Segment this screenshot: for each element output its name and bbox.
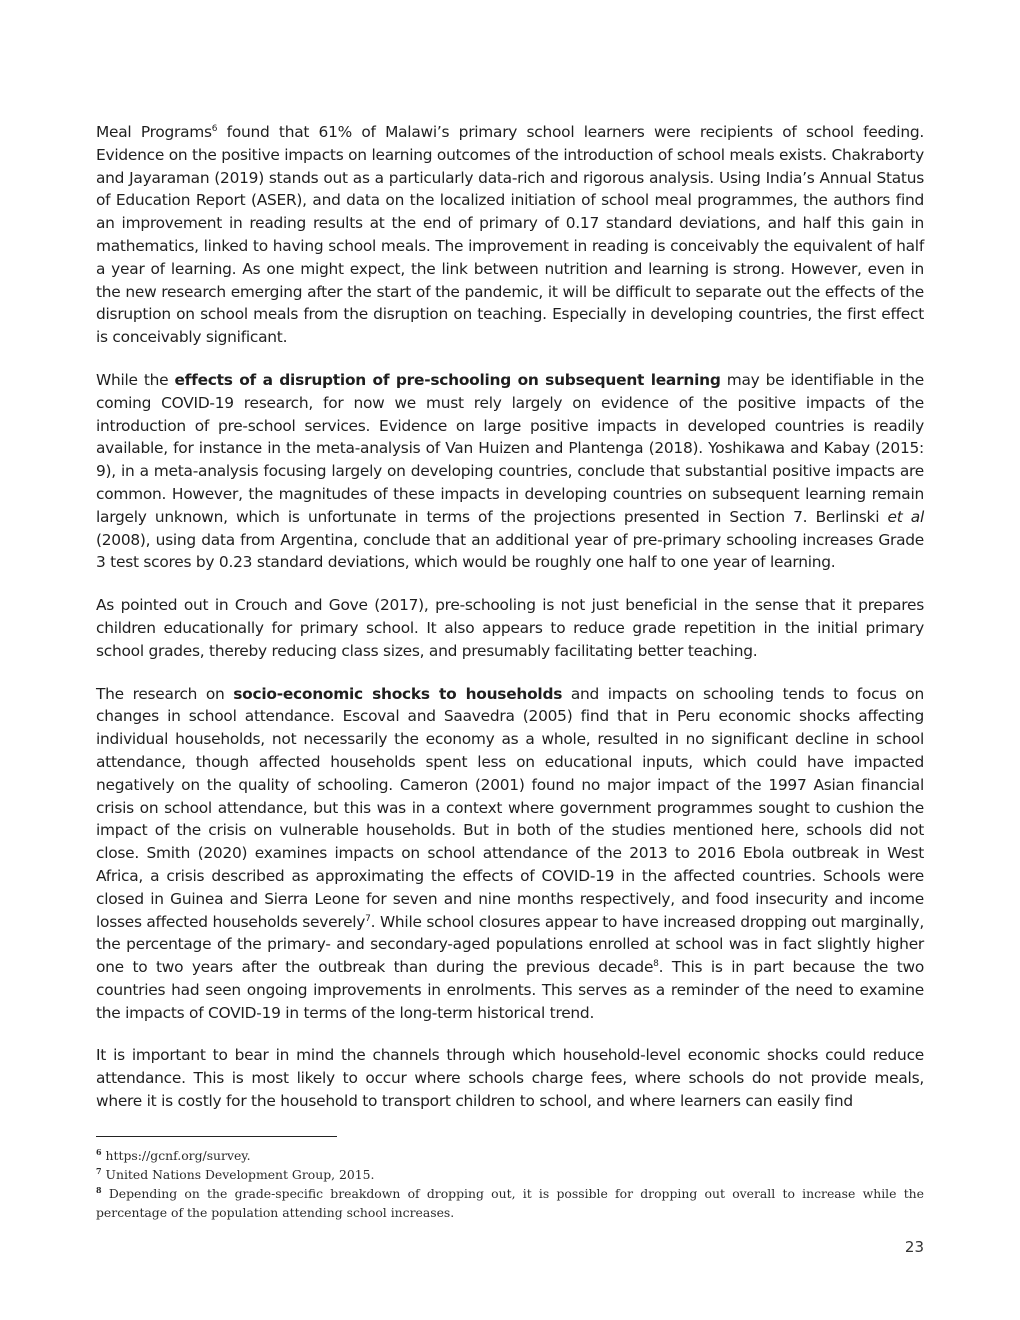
text-span: The research on bbox=[96, 684, 234, 703]
text-span: and impacts on schooling tends to focus on changes in school attendance. Escoval and Saavedra (2005) find that in Peru economic shocks affecting individual households, not necessarily the economy as a whole, resulted in no significant decline in school attendance, though affected households spent less on educational inputs, which could have impacted negatively on the quality of schooling. Cameron (2001) found no major impact of the 1997 Asian financial crisis on school attendance, but this was in a context where government programmes sought to cushion the impact of the crisis on vulnerable households. But in both of the studies mentioned here, schools did not close. Smith (2020) examines impacts on school attendance of the 2013 to 2016 Ebola outbreak in West Africa, a crisis described as approximating the effects of COVID-19 in the affected countries. Schools were closed in Guinea and Sierra Leone for seven and nine months respectively, and food insecurity and income losses affected households severely bbox=[96, 684, 924, 931]
text-span: found that 61% of Malawi’s primary school learners were recipients of school feeding. Evidence on the positive impacts on learning outcomes of the introduction of school meals exists. Chakraborty and Jayaraman (2019) stands out as a particularly data-rich and rigorous analysis. Using India’s Annual Status of Education Report (ASER), and data on the localized initiation of school meal programmes, the authors find an improvement in reading results at the end of primary of 0.17 standard deviations, and half this gain in mathematics, linked to having school meals. The improvement in reading is conceivably the equivalent of half a year of learning. As one might expect, the link between nutrition and learning is strong. However, even in the new research emerging after the start of the pandemic, it will be difficult to separate out the effects of the disruption on school meals from the disruption on teaching. Especially in developing countries, the first effect is conceivably significant. bbox=[96, 123, 924, 347]
footnote-text: Depending on the grade-specific breakdown of dropping out, it is possible for dropping out overall to increase while the percentage of the population attending school increases. bbox=[96, 1186, 924, 1220]
footnote-number: 7 bbox=[96, 1166, 102, 1176]
italic-phrase: et al bbox=[887, 507, 924, 526]
page-number: 23 bbox=[904, 1238, 924, 1256]
footnote-8 bbox=[96, 1184, 924, 1222]
text-span: (2008), using data from Argentina, conclude that an additional year of pre-primary schooling increases Grade 3 test scores by 0.23 standard deviations, which would be roughly one half to one year of learning. bbox=[96, 530, 924, 572]
text-span: Meal Programs bbox=[96, 123, 212, 141]
footnote-text: United Nations Development Group, 2015. bbox=[101, 1167, 375, 1182]
main-text bbox=[96, 121, 924, 1133]
text-span: . This is in part because the two countries had seen ongoing improvements in enrolments. This serves as a reminder of the need to examine the impacts of COVID-19 in terms of the long-term historical trend. bbox=[96, 958, 924, 1022]
footnote-separator bbox=[96, 1136, 337, 1137]
footnote-ref-8: 8 bbox=[653, 959, 659, 970]
footnotes bbox=[96, 1146, 924, 1222]
footnote-ref-6: 6 bbox=[211, 124, 218, 134]
footnote-number: 8 bbox=[96, 1185, 102, 1195]
footnote-ref-7: 7 bbox=[365, 913, 371, 924]
text-span: . While school closures appear to have increased dropping out marginally, the percentage of the primary- and secondary-aged populations enrolled at school was in fact slightly higher one to two years after the outbreak than during the previous decade bbox=[96, 912, 924, 977]
paragraph-economic-shocks bbox=[96, 683, 924, 1025]
footnote-number: 6 bbox=[96, 1147, 102, 1157]
paragraph-attendance-channels: It is important to bear in mind the channels through which household-level economic shocks could reduce attendance. This is most likely to occur where schools charge fees, where schools do not provide meals, where it is costly for the household to transport children to school, and where learners can easily find bbox=[96, 1046, 924, 1111]
text-span: While the bbox=[96, 370, 175, 389]
footnote-6 bbox=[96, 1146, 924, 1165]
footnote-text: https://gcnf.org/survey. bbox=[101, 1148, 251, 1163]
bold-phrase: socio-economic shocks to households bbox=[233, 684, 563, 703]
footnote-7 bbox=[96, 1165, 924, 1184]
paragraph-grade-repetition: As pointed out in Crouch and Gove (2017), pre-schooling is not just beneficial in the sense that it prepares children educationally for primary school. It also appears to reduce grade repetition in the initial primary school grades, thereby reducing class sizes, and presumably facilitating better teaching. bbox=[96, 596, 924, 660]
bold-phrase: effects of a disruption of pre-schooling on subsequent learning bbox=[174, 370, 721, 389]
paragraph-school-meals bbox=[96, 121, 924, 349]
text-span: may be identifiable in the coming COVID-19 research, for now we must rely largely on evidence of the positive impacts of the introduction of pre-school services. Evidence on large positive impacts in developed countries is readily available, for instance in the meta-analysis of Van Huizen and Plantenga (2018). Yoshikawa and Kabay (2015: 9), in a meta-analysis focusing largely on developing countries, conclude that substantial positive impacts are common. However, the magnitudes of these impacts in developing countries on subsequent learning remain largely unknown, which is unfortunate in terms of the projections presented in Section 7. Berlinski bbox=[96, 370, 924, 526]
paragraph-pre-schooling bbox=[96, 369, 924, 574]
